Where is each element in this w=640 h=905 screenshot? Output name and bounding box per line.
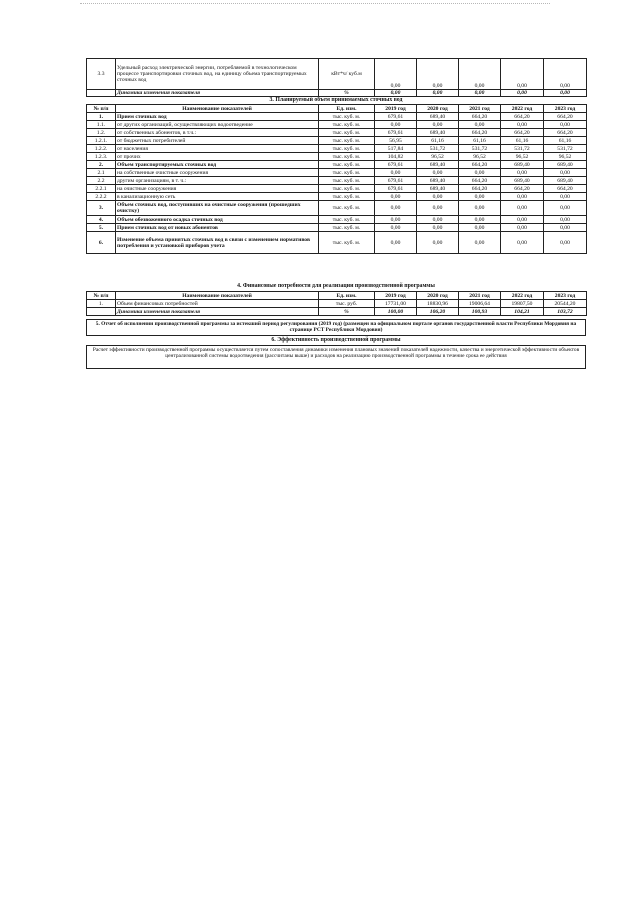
table-row: [87, 59, 587, 90]
value-cell: 0,00: [544, 90, 587, 97]
column-header: 2019 год: [375, 292, 417, 300]
value-cell: 689,40: [417, 161, 459, 169]
value-cell: 679,61: [375, 177, 417, 185]
row-unit: %: [319, 90, 375, 97]
value-cell: 0,00: [501, 193, 544, 201]
value-cell: 531,72: [544, 145, 587, 153]
column-header: 2019 год: [375, 105, 417, 113]
value-cell: 103,72: [544, 308, 587, 316]
value-cell: 20544,20: [544, 300, 587, 308]
column-header: 2022 год: [501, 105, 544, 113]
value-cell: 689,40: [417, 177, 459, 185]
value-cell: 0,00: [459, 193, 501, 201]
row-name: Объем финансовых потребностей: [116, 300, 319, 308]
value-cell: 0,00: [417, 169, 459, 177]
row-name: Динамика изменения показателя: [116, 308, 319, 316]
table-row: [87, 185, 587, 193]
row-unit: тыс. куб. м.: [319, 153, 375, 161]
table-row: [87, 300, 587, 308]
value-cell: 17731,00: [375, 300, 417, 308]
table-row: [87, 137, 587, 145]
row-name: Объем обезвоженного осадка сточных вод: [116, 216, 319, 224]
row-unit: тыс. куб. м.: [319, 201, 375, 216]
row-unit: тыс. куб. м.: [319, 137, 375, 145]
value-cell: 689,40: [417, 129, 459, 137]
row-num: 2.: [87, 161, 116, 169]
column-header: № п/п: [87, 105, 116, 113]
value-cell: 0,00: [375, 224, 417, 232]
value-cell: 0,00: [375, 59, 417, 90]
value-cell: 689,40: [544, 161, 587, 169]
table-row: [87, 201, 587, 216]
row-unit: тыс. куб. м.: [319, 161, 375, 169]
value-cell: 56,95: [375, 137, 417, 145]
row-unit: тыс. куб. м.: [319, 121, 375, 129]
value-cell: 0,00: [501, 216, 544, 224]
value-cell: 0,00: [501, 121, 544, 129]
value-cell: 664,20: [544, 185, 587, 193]
value-cell: 679,61: [375, 129, 417, 137]
value-cell: 664,20: [501, 113, 544, 121]
row-num: [87, 308, 116, 316]
row-name: Изменение объема принятых сточных вод в связи с изменением нормативов потребления и установкой приборов учета: [116, 232, 319, 254]
value-cell: 0,00: [501, 232, 544, 254]
value-cell: 0,00: [417, 224, 459, 232]
row-num: 1.2.2.: [87, 145, 116, 153]
value-cell: 689,40: [501, 177, 544, 185]
section-6-text: Расчет эффективности производственной программы осуществляется путем сопоставления динамики изменения плановых значений показателей надежности, качества и энергетической эффективности объектов централизованной системы водоотведения (рассчитаны выше) и расходов на реализацию производственной программы в течение срока ее действия: [86, 345, 586, 369]
table-row: [87, 224, 587, 232]
column-header: Ед. изм.: [319, 292, 375, 300]
value-cell: 0,00: [544, 193, 587, 201]
value-cell: 679,61: [375, 113, 417, 121]
row-unit: тыс. руб.: [319, 300, 375, 308]
column-header: 2020 год: [417, 105, 459, 113]
row-unit: %: [319, 308, 375, 316]
table-row: [87, 129, 587, 137]
value-cell: 679,61: [375, 185, 417, 193]
value-cell: 689,40: [501, 161, 544, 169]
value-cell: 0,00: [417, 193, 459, 201]
value-cell: 0,00: [501, 90, 544, 97]
value-cell: 531,72: [459, 145, 501, 153]
value-cell: 0,00: [375, 216, 417, 224]
value-cell: 0,00: [375, 201, 417, 216]
value-cell: 0,00: [417, 201, 459, 216]
scan-noise: [80, 3, 550, 8]
value-cell: 0,00: [501, 201, 544, 216]
row-num: 1.: [87, 300, 116, 308]
row-num: 5.: [87, 224, 116, 232]
row-name: Динамика изменения показателя: [116, 90, 319, 97]
row-unit: тыс. куб. м.: [319, 232, 375, 254]
value-cell: 0,00: [375, 193, 417, 201]
table-row: [87, 121, 587, 129]
top-table: [86, 58, 587, 97]
value-cell: 0,00: [459, 232, 501, 254]
row-name: Прием сточных вод от новых абонентов: [116, 224, 319, 232]
column-header: 2022 год: [501, 292, 544, 300]
value-cell: 531,72: [501, 145, 544, 153]
row-name: Объем сточных вод, поступивших на очистные сооружения (прошедших очистку): [116, 201, 319, 216]
row-num: 1.2.3.: [87, 153, 116, 161]
value-cell: 689,40: [417, 185, 459, 193]
row-unit: тыс. куб. м.: [319, 169, 375, 177]
row-num: 2.2.2: [87, 193, 116, 201]
row-unit: тыс. куб. м.: [319, 193, 375, 201]
value-cell: 664,20: [544, 129, 587, 137]
value-cell: 96,52: [544, 153, 587, 161]
row-unit: тыс. куб. м.: [319, 177, 375, 185]
row-unit: кВт*ч/ куб.м: [319, 59, 375, 90]
row-unit: тыс. куб. м.: [319, 224, 375, 232]
value-cell: 664,20: [459, 113, 501, 121]
value-cell: 18830,96: [417, 300, 459, 308]
table-row: [87, 308, 587, 316]
column-header: 2021 год: [459, 105, 501, 113]
row-unit: тыс. куб. м.: [319, 185, 375, 193]
value-cell: 61,16: [417, 137, 459, 145]
row-num: 3.3: [87, 59, 116, 90]
value-cell: 0,00: [459, 121, 501, 129]
row-num: 2.2: [87, 177, 116, 185]
row-num: [87, 90, 116, 97]
table-row: [87, 193, 587, 201]
column-header: № п/п: [87, 292, 116, 300]
row-name: от бюджетных потребителей: [116, 137, 319, 145]
row-num: 3.: [87, 201, 116, 216]
value-cell: 0,00: [459, 169, 501, 177]
table-row: [87, 177, 587, 185]
value-cell: 517,84: [375, 145, 417, 153]
value-cell: 96,52: [459, 153, 501, 161]
value-cell: 0,00: [417, 216, 459, 224]
table-row: [87, 232, 587, 254]
section-3-table: [86, 104, 587, 254]
value-cell: 0,00: [501, 169, 544, 177]
row-unit: тыс. куб. м.: [319, 145, 375, 153]
value-cell: 96,52: [417, 153, 459, 161]
value-cell: 664,20: [501, 129, 544, 137]
row-name: Прием сточных вод: [116, 113, 319, 121]
row-num: 1.1.: [87, 121, 116, 129]
row-num: 4.: [87, 216, 116, 224]
table-row: [87, 153, 587, 161]
row-name: от других организаций, осуществляющих водоотведение: [116, 121, 319, 129]
value-cell: 664,20: [459, 129, 501, 137]
row-unit: тыс. куб. м.: [319, 216, 375, 224]
row-name: от собственных абонентов, в т.ч.:: [116, 129, 319, 137]
row-name: на собственные очистные сооружения: [116, 169, 319, 177]
value-cell: 0,00: [544, 201, 587, 216]
section-3-title: 3. Планируемый объем принимаемых сточных вод: [269, 97, 403, 103]
value-cell: 96,52: [501, 153, 544, 161]
value-cell: 100,93: [459, 308, 501, 316]
row-name: от населения: [116, 145, 319, 153]
row-num: 2.2.1: [87, 185, 116, 193]
table-row: [87, 90, 587, 97]
value-cell: 531,72: [417, 145, 459, 153]
column-header: 2023 год: [544, 292, 587, 300]
value-cell: 0,00: [459, 201, 501, 216]
value-cell: 0,00: [375, 232, 417, 254]
value-cell: 0,00: [417, 232, 459, 254]
value-cell: 61,16: [459, 137, 501, 145]
section-6-title: 6. Эффективность производственной программы: [271, 337, 401, 343]
value-cell: 664,20: [544, 113, 587, 121]
column-header: Наименование показателей: [116, 105, 319, 113]
value-cell: 664,20: [501, 185, 544, 193]
value-cell: 664,20: [459, 161, 501, 169]
column-header: 2021 год: [459, 292, 501, 300]
value-cell: 0,00: [417, 121, 459, 129]
value-cell: 61,16: [544, 137, 587, 145]
row-num: 2.1: [87, 169, 116, 177]
value-cell: 664,20: [459, 177, 501, 185]
value-cell: 0,00: [459, 224, 501, 232]
table-row: [87, 216, 587, 224]
value-cell: 0,00: [544, 224, 587, 232]
row-name: Удельный расход электрической энергии, потребляемой в технологическом процессе транспортировки сточных вод, на единицу объема транспортируемых сточных вод: [116, 59, 319, 90]
column-header: Наименование показателей: [116, 292, 319, 300]
table-row: [87, 113, 587, 121]
value-cell: 0,00: [501, 59, 544, 90]
table-header-row: [87, 292, 587, 300]
column-header: 2023 год: [544, 105, 587, 113]
row-name: Объем транспортируемых сточных вод: [116, 161, 319, 169]
row-name: на очистные сооружения: [116, 185, 319, 193]
row-name: в канализационную сеть: [116, 193, 319, 201]
value-cell: 19006,64: [459, 300, 501, 308]
table-row: [87, 161, 587, 169]
column-header: 2020 год: [417, 292, 459, 300]
section-5-report: 5. Отчет об исполнении производственной программы за истекший период регулирования (2019 год) (размещен на официальном портале органов государственной власти Республики Мордовия на странице РСТ Республики Мордовия): [86, 319, 586, 336]
row-name: от прочих: [116, 153, 319, 161]
value-cell: 19807,50: [501, 300, 544, 308]
value-cell: 0,00: [375, 121, 417, 129]
value-cell: 0,00: [544, 232, 587, 254]
table-row: [87, 145, 587, 153]
row-num: 1.2.1.: [87, 137, 116, 145]
value-cell: 104,82: [375, 153, 417, 161]
value-cell: 664,20: [459, 185, 501, 193]
value-cell: 0,00: [459, 90, 501, 97]
column-header: Ед. изм.: [319, 105, 375, 113]
value-cell: 0,00: [501, 224, 544, 232]
value-cell: 0,00: [544, 59, 587, 90]
value-cell: 689,40: [544, 177, 587, 185]
value-cell: 0,00: [459, 216, 501, 224]
value-cell: 0,00: [544, 216, 587, 224]
value-cell: 106,20: [417, 308, 459, 316]
value-cell: 0,00: [375, 90, 417, 97]
table-row: [87, 169, 587, 177]
value-cell: 0,00: [544, 121, 587, 129]
value-cell: 689,40: [417, 113, 459, 121]
row-num: 1.: [87, 113, 116, 121]
value-cell: 0,00: [375, 169, 417, 177]
value-cell: 104,21: [501, 308, 544, 316]
value-cell: 100,00: [375, 308, 417, 316]
value-cell: 61,16: [501, 137, 544, 145]
value-cell: 679,61: [375, 161, 417, 169]
table-header-row: [87, 105, 587, 113]
value-cell: 0,00: [417, 90, 459, 97]
value-cell: 0,00: [417, 59, 459, 90]
value-cell: 0,00: [544, 169, 587, 177]
row-unit: тыс. куб. м.: [319, 129, 375, 137]
row-num: 1.2.: [87, 129, 116, 137]
section-4-table: [86, 291, 587, 316]
section-4-title: 4. Финансовые потребности для реализации производственной программы: [237, 283, 435, 289]
row-unit: тыс. куб. м.: [319, 113, 375, 121]
value-cell: 0,00: [459, 59, 501, 90]
row-num: 6.: [87, 232, 116, 254]
row-name: другим организациям, в т. ч.:: [116, 177, 319, 185]
